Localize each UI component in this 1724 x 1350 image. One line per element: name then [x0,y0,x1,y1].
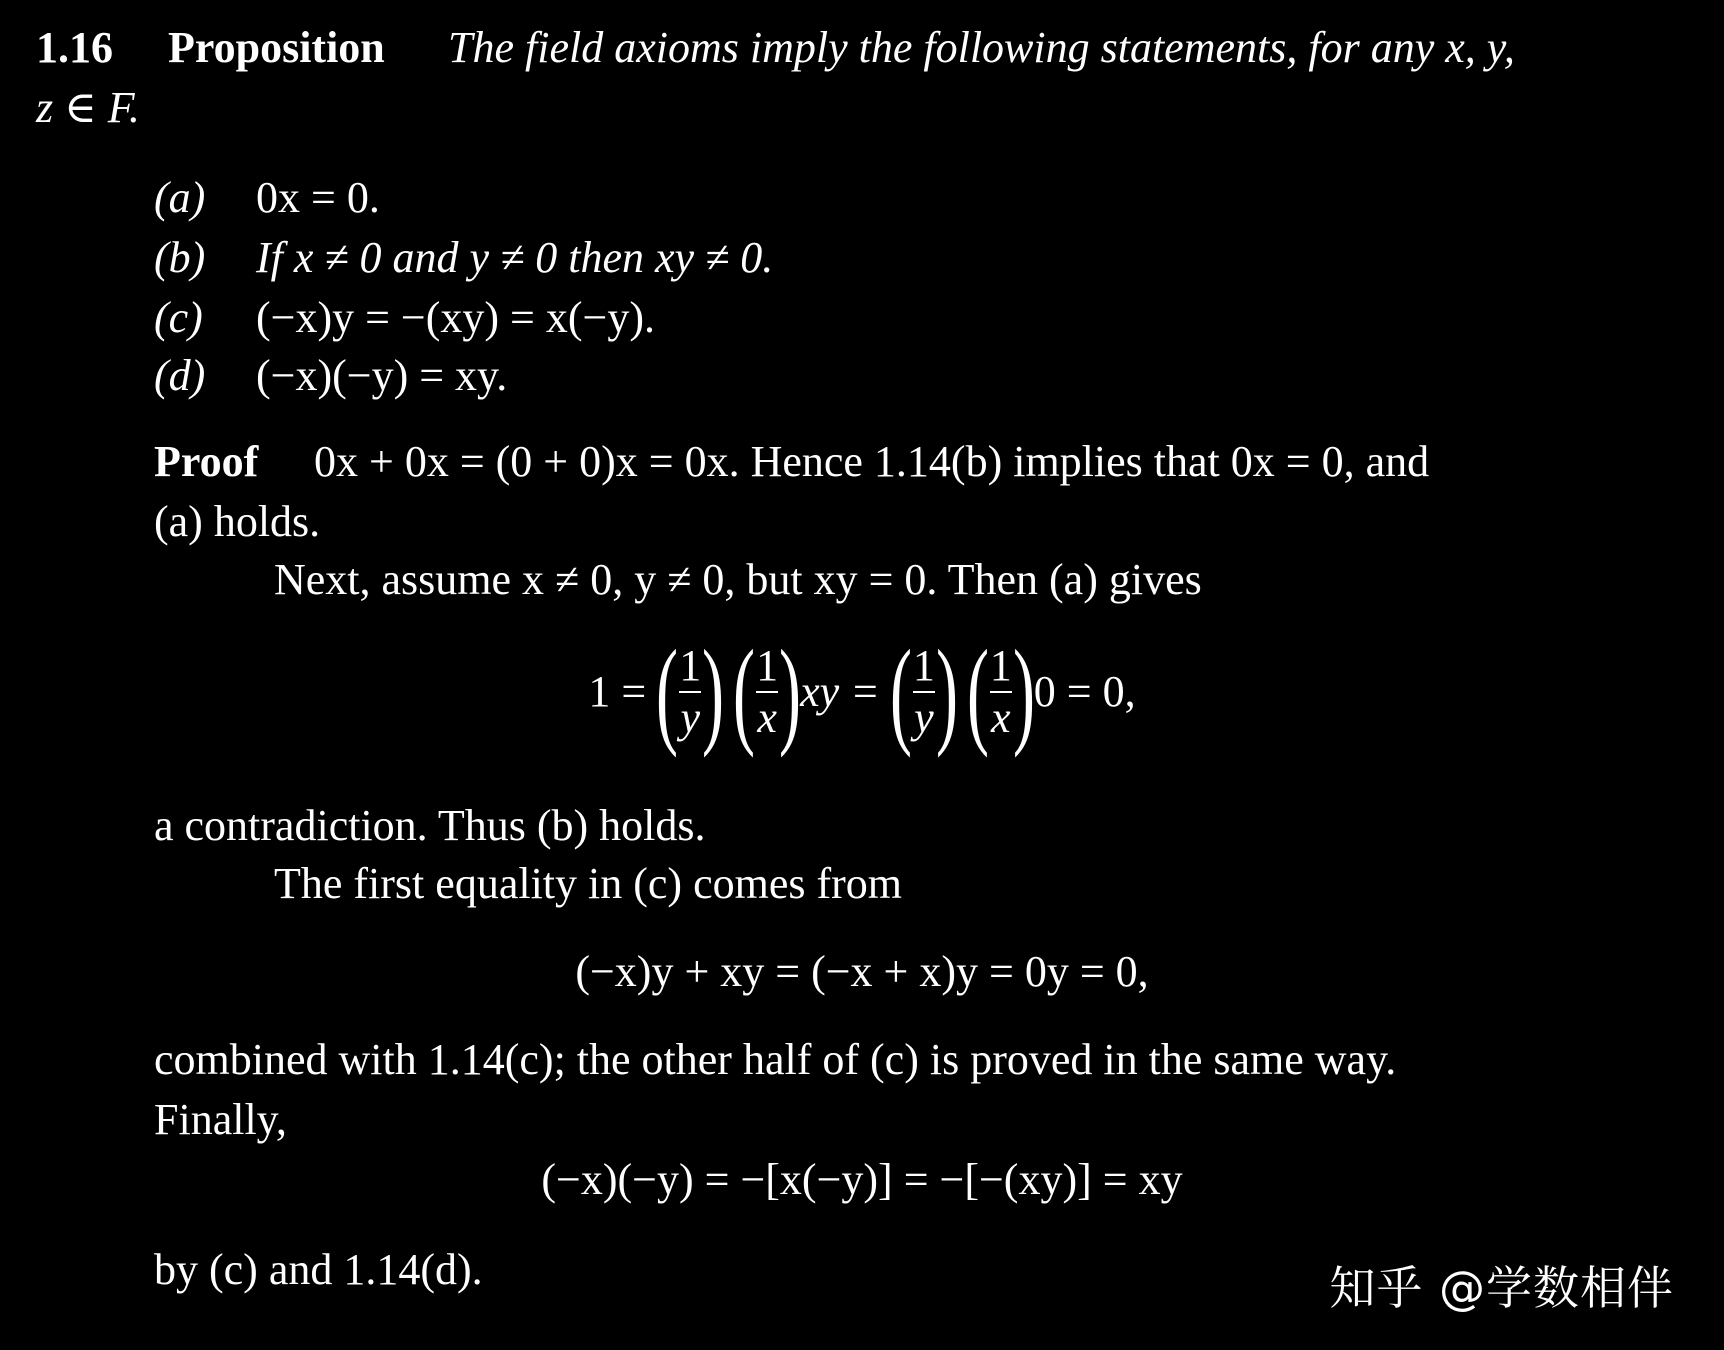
proof-line7: Finally, [154,1095,287,1144]
left-paren: ( [966,625,989,758]
fraction-one-over-x: $\frac{1}{x}$ [756,641,779,742]
left-paren: ( [733,625,756,758]
proof-line4: a contradiction. Thus (b) holds. [154,801,706,850]
item-text: (−x)(−y) = xy. [256,351,508,400]
left-paren: ( [889,625,912,758]
left-paren: ( [656,625,679,758]
eq1-mid1: xy = [800,667,880,716]
fraction-one-over-x: $\frac{1}{x}$ [989,641,1012,742]
eq1-mid2: 0 = 0, [1033,667,1136,716]
display-equation-2: (−x)y + xy = (−x + x)y = 0y = 0, [575,947,1149,996]
fraction-one-over-y: $\frac{1}{y}$ [679,641,702,742]
right-paren: ) [1012,625,1035,758]
fraction-one-over-y: $\frac{1}{y}$ [912,641,935,742]
item-tag: (a) [154,173,206,222]
eq1-lhs: 1 = [588,667,647,716]
right-paren: ) [779,625,802,758]
item-text: (−x)y = −(xy) = x(−y). [256,293,655,342]
proposition-statement-line2: z ∈ F. [36,83,140,132]
proof-line2: (a) holds. [154,497,321,546]
proof-line8: by (c) and 1.14(d). [154,1245,483,1294]
item-text: If x ≠ 0 and y ≠ 0 then xy ≠ 0. [256,233,774,282]
proposition-statement-line1: The field axioms imply the following statements, for any x, y, [448,23,1515,72]
proof-label: Proof [154,437,259,486]
display-equation-1 [0,625,1724,758]
right-paren: ) [702,625,725,758]
proof-line3: Next, assume x ≠ 0, y ≠ 0, but xy = 0. Then (a) gives [274,555,1202,604]
proof-line5: The first equality in (c) comes from [274,859,903,908]
proposition-number: 1.16 [36,23,113,72]
display-equation-3: (−x)(−y) = −[x(−y)] = −[−(xy)] = xy [541,1155,1183,1204]
item-tag: (d) [154,351,206,400]
proposition-label: Proposition [168,23,385,72]
zhihu-watermark: 知乎 @学数相伴 [1329,1261,1674,1315]
right-paren: ) [935,625,958,758]
proof-line6: combined with 1.14(c); the other half of (c) is proved in the same way. [154,1035,1397,1084]
item-text: 0x = 0. [256,173,380,222]
proof-line1: 0x + 0x = (0 + 0)x = 0x. Hence 1.14(b) implies that 0x = 0, and [314,437,1430,486]
item-tag: (c) [154,293,203,342]
item-tag: (b) [154,233,206,282]
